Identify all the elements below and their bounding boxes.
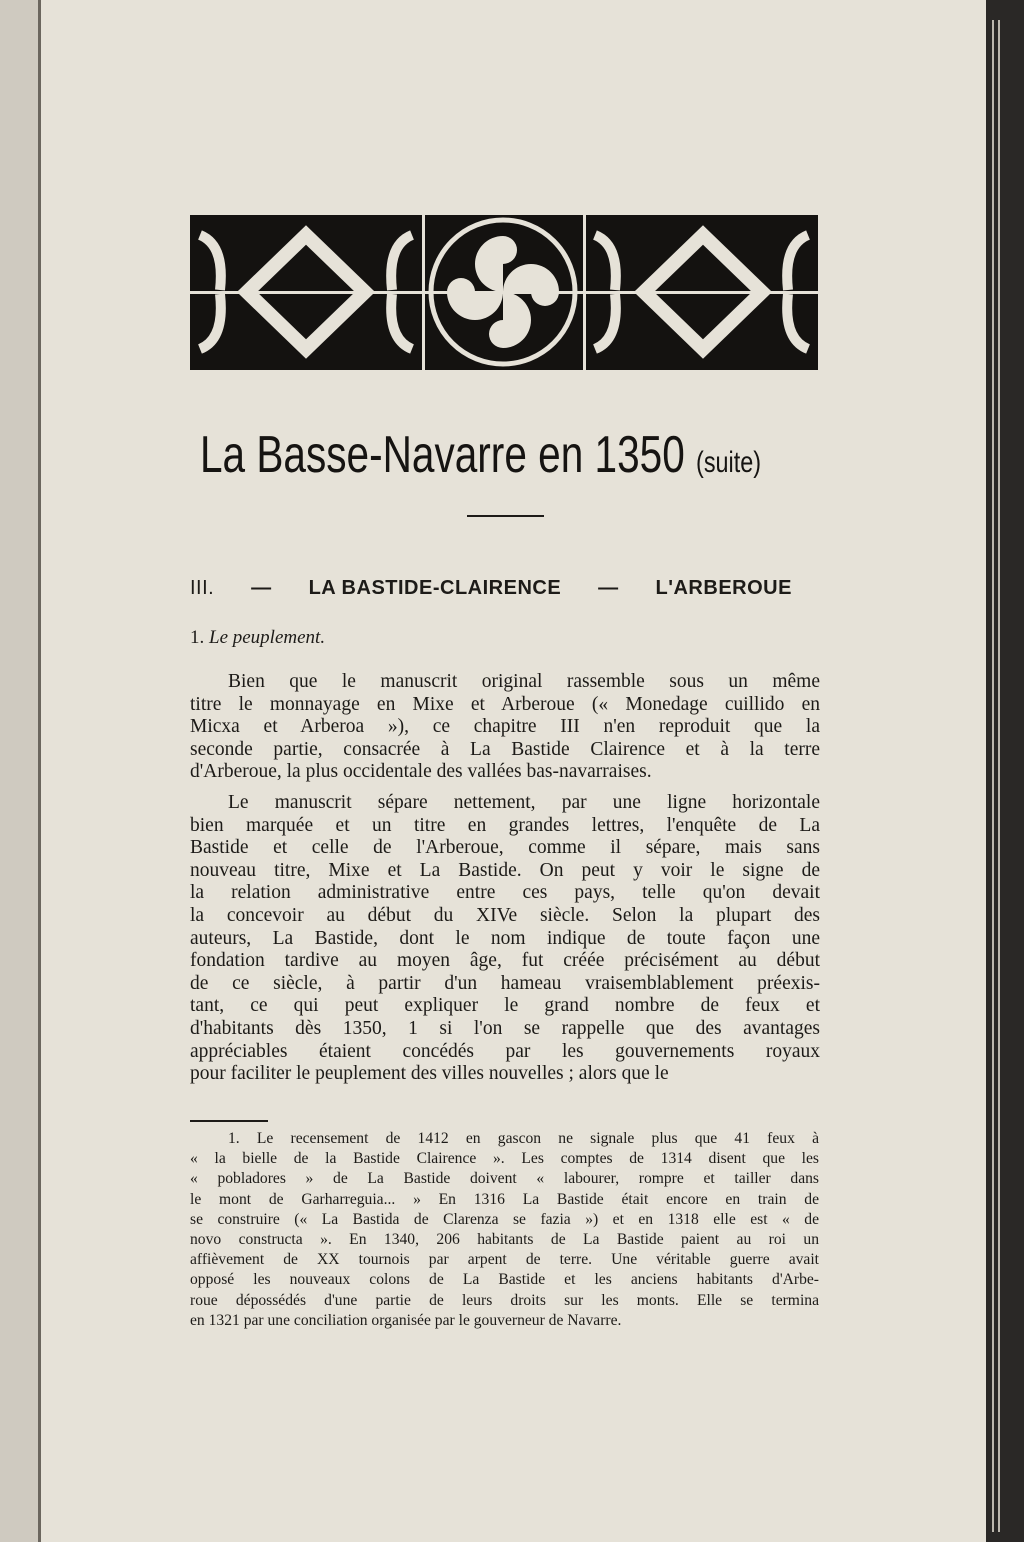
- chapter-number: III.: [190, 577, 215, 599]
- title-suffix: (suite): [696, 446, 762, 479]
- title-text: La Basse-Navarre en 1350: [200, 426, 685, 484]
- text-line: d'habitants dès 1350, 1 si l'on se rappelle que des avantages: [190, 1017, 820, 1039]
- dash: —: [598, 577, 619, 599]
- footnote-line: roue dépossédés d'une partie de leurs droits sur les monts. Elle se termina: [190, 1291, 819, 1309]
- footnote-line: « la bielle de la Bastide Clairence ». Les comptes de 1314 disent que les: [190, 1150, 819, 1168]
- text-line: d'Arberoue, la plus occidentale des vallées bas-navarraises.: [190, 761, 652, 783]
- text-line: appréciables étaient concédés par les gouvernements royaux: [190, 1040, 820, 1062]
- text-line: de ce siècle, à partir d'un hameau vraisemblablement préexis-: [190, 972, 820, 994]
- article-title: [200, 425, 762, 485]
- body-text: [190, 671, 820, 1086]
- dash: —: [251, 577, 272, 599]
- text-line: la relation administrative entre ces pays, telle qu'on devait: [190, 882, 820, 904]
- text-line: tant, ce qui peut expliquer le grand nombre de feux et: [190, 995, 820, 1017]
- footnote: [190, 1129, 819, 1331]
- text-line: auteurs, La Bastide, dont le nom indique de toute façon une: [190, 927, 820, 949]
- facing-page-edge: [0, 0, 41, 1542]
- section-heading: [190, 627, 325, 649]
- footnote-line: en 1321 par une conciliation organisée par le gouverneur de Navarre.: [190, 1311, 622, 1329]
- footnote-line: opposé les nouveaux colons de La Bastide et les anciens habitants d'Arbe-: [190, 1271, 819, 1289]
- section-title: Le peuplement.: [209, 627, 326, 648]
- chapter-name: LA BASTIDE-CLAIRENCE: [308, 577, 562, 599]
- basque-ornament-banner: [190, 215, 818, 370]
- footnote-line: novo constructa ». En 1340, 206 habitants de La Bastide paient au roi un: [190, 1231, 819, 1249]
- page-stack-edge: [986, 0, 1024, 1542]
- footnote-line: le mont de Garharreguia... » En 1316 La Bastide était encore en train de: [190, 1190, 819, 1208]
- text-line: fondation tardive au moyen âge, fut créée précisément au début: [190, 950, 820, 972]
- text-line: Le manuscrit sépare nettement, par une ligne horizontale: [228, 791, 820, 813]
- chapter-region: L'ARBEROUE: [655, 577, 792, 599]
- text-line: Bastide et celle de l'Arberoue, comme il sépare, mais sans: [190, 837, 820, 859]
- footnote-rule: [190, 1120, 268, 1122]
- text-line: pour faciliter le peuplement des villes nouvelles ; alors que le: [190, 1063, 669, 1085]
- footnote-line: affièvement de XX tournois par arpent de terre. Une véritable guerre avait: [190, 1251, 819, 1269]
- text-line: la concevoir au début du XIVe siècle. Selon la plupart des: [190, 904, 820, 926]
- text-line: titre le monnayage en Mixe et Arberoue (« Monedage cuillido en: [190, 693, 820, 715]
- text-line: nouveau titre, Mixe et La Bastide. On peut y voir le signe de: [190, 859, 820, 881]
- footnote-line: « pobladores » de La Bastide doivent « labourer, rompre et tailler dans: [190, 1170, 819, 1188]
- footnote-line: 1. Le recensement de 1412 en gascon ne signale plus que 41 feux à: [228, 1130, 819, 1147]
- footnote-line: se construire (« La Bastida de Clarenza se fazia ») et en 1318 elle est « de: [190, 1210, 819, 1228]
- title-divider: [467, 515, 544, 517]
- text-line: Micxa et Arberoa »), ce chapitre III n'en reproduit que la: [190, 716, 820, 738]
- text-line: Bien que le manuscrit original rassemble sous un même: [228, 671, 820, 692]
- chapter-heading: [190, 577, 792, 600]
- text-line: seconde partie, consacrée à La Bastide Clairence et à la terre: [190, 738, 820, 760]
- section-number: 1.: [190, 627, 205, 648]
- text-line: bien marquée et un titre en grandes lettres, l'enquête de La: [190, 814, 820, 836]
